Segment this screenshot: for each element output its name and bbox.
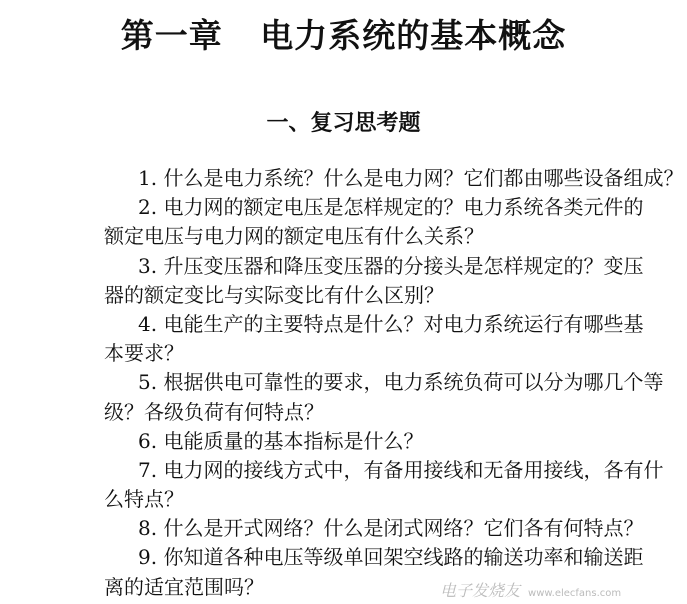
question-item: [104, 427, 664, 456]
question-item: [104, 514, 664, 543]
question-item: [104, 456, 664, 514]
question-line: 9. 你知道各种电压等级单回架空线路的输送功率和输送距: [138, 545, 644, 570]
question-line: 7. 电力网的接线方式中，有备用接线和无备用接线，各有什: [138, 457, 664, 482]
question-item: [104, 164, 684, 193]
question-line: 2. 电力网的额定电压是怎样规定的？电力系统各类元件的: [138, 195, 644, 220]
question-line: 么特点？: [104, 487, 184, 512]
chapter-title: 第一章 电力系统的基本概念: [120, 16, 567, 55]
question-line: 6. 电能质量的基本指标是什么？: [138, 428, 424, 453]
question-item: [104, 252, 664, 310]
watermark-url: www.elecfans.com: [528, 588, 622, 599]
question-line: 3. 升压变压器和降压变压器的分接头是怎样规定的？变压: [138, 253, 644, 278]
question-line: 级？各级负荷有何特点？: [104, 399, 324, 424]
question-item: [104, 193, 664, 251]
question-line: 离的适宜范围吗？: [104, 574, 264, 599]
question-item: [104, 368, 664, 426]
question-list: [104, 164, 684, 602]
question-line: 4. 电能生产的主要特点是什么？对电力系统运行有哪些基: [138, 311, 644, 336]
watermark-logo: 电子发烧友: [440, 581, 521, 600]
question-line: 8. 什么是开式网络？什么是闭式网络？它们各有何特点？: [138, 516, 644, 541]
watermark: [440, 581, 621, 604]
question-line: 1. 什么是电力系统？什么是电力网？它们都由哪些设备组成？: [138, 166, 684, 190]
question-line: 本要求？: [104, 341, 184, 366]
question-line: 器的额定变比与实际变比有什么区别？: [104, 282, 444, 307]
question-line: 额定电压与电力网的额定电压有什么关系？: [104, 224, 484, 249]
question-line: 5. 根据供电可靠性的要求，电力系统负荷可以分为哪几个等: [138, 370, 664, 395]
section-heading: 一、复习思考题: [266, 110, 421, 136]
question-item: [104, 310, 664, 368]
